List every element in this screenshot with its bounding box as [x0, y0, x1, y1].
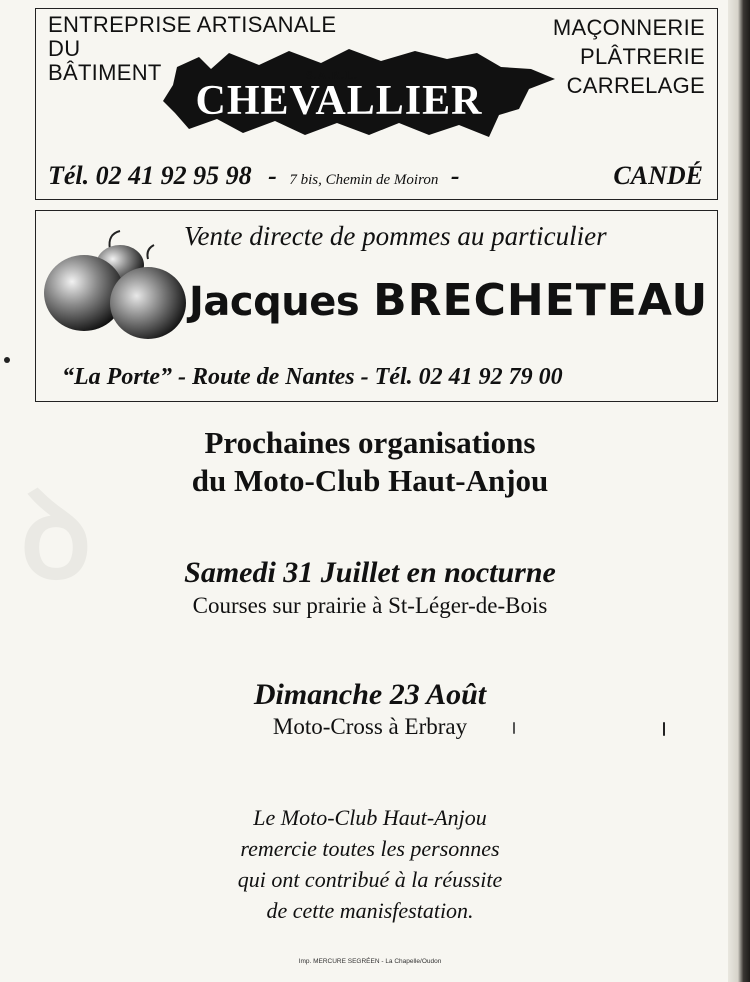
thanks-line: remercie toutes les personnes — [240, 836, 500, 861]
ad-chevallier-contact — [48, 161, 703, 191]
right-line: CARRELAGE — [566, 73, 705, 98]
phone: Tél. 02 41 92 95 98 — [48, 161, 252, 190]
heading-line: Prochaines organisations — [204, 425, 536, 460]
ad-brecheteau — [35, 210, 718, 402]
right-line: PLÂTRERIE — [580, 44, 705, 69]
legal-form: S.A.R.L. — [306, 68, 359, 82]
speck — [513, 722, 515, 734]
thanks-line: qui ont contribué à la réussite — [237, 867, 503, 892]
printer-credit: Imp. MERCURE SEGRÉEN - La Chapelle/Oudon — [298, 958, 442, 965]
last-name: BRECHETEAU — [373, 275, 709, 326]
left-line: BÂTIMENT — [48, 60, 162, 85]
page-edge — [728, 0, 750, 982]
event-title: Dimanche 23 Août — [253, 678, 487, 711]
speck — [4, 357, 10, 363]
event-subtitle: Courses sur prairie à St-Léger-de-Bois — [192, 593, 548, 618]
event-title: Samedi 31 Juillet en nocturne — [184, 556, 556, 589]
speck — [663, 722, 665, 736]
heading-line: du Moto-Club Haut-Anjou — [191, 463, 549, 498]
ad-brecheteau-contact: “La Porte” - Route de Nantes - Tél. 02 41 92 79 00 — [62, 364, 563, 390]
apples-icon — [40, 221, 190, 351]
event-subtitle: Moto-Cross à Erbray — [272, 714, 468, 739]
ad-chevallier-right-text — [553, 13, 705, 100]
left-line: ENTREPRISE ARTISANALE — [48, 12, 337, 37]
ad-brecheteau-name — [189, 275, 708, 326]
thanks-line: Le Moto-Club Haut-Anjou — [253, 805, 487, 830]
thanks-line: de cette manisfestation. — [266, 898, 474, 923]
separator: - — [268, 161, 277, 190]
right-line: MAÇONNERIE — [552, 15, 705, 40]
address: 7 bis, Chemin de Moiron — [289, 172, 439, 188]
show-through-logo: ꝺ — [20, 469, 92, 603]
page-heading — [90, 424, 650, 500]
ad-brecheteau-tagline: Vente directe de pommes au particulier — [184, 221, 607, 251]
separator: - — [450, 161, 460, 190]
company-name: CHEVALLIER — [195, 78, 483, 124]
ad-chevallier — [35, 8, 718, 200]
thanks-message — [150, 802, 590, 926]
first-name: Jacques — [189, 279, 360, 325]
town: CANDÉ — [613, 161, 703, 190]
left-line: DU — [48, 36, 81, 61]
